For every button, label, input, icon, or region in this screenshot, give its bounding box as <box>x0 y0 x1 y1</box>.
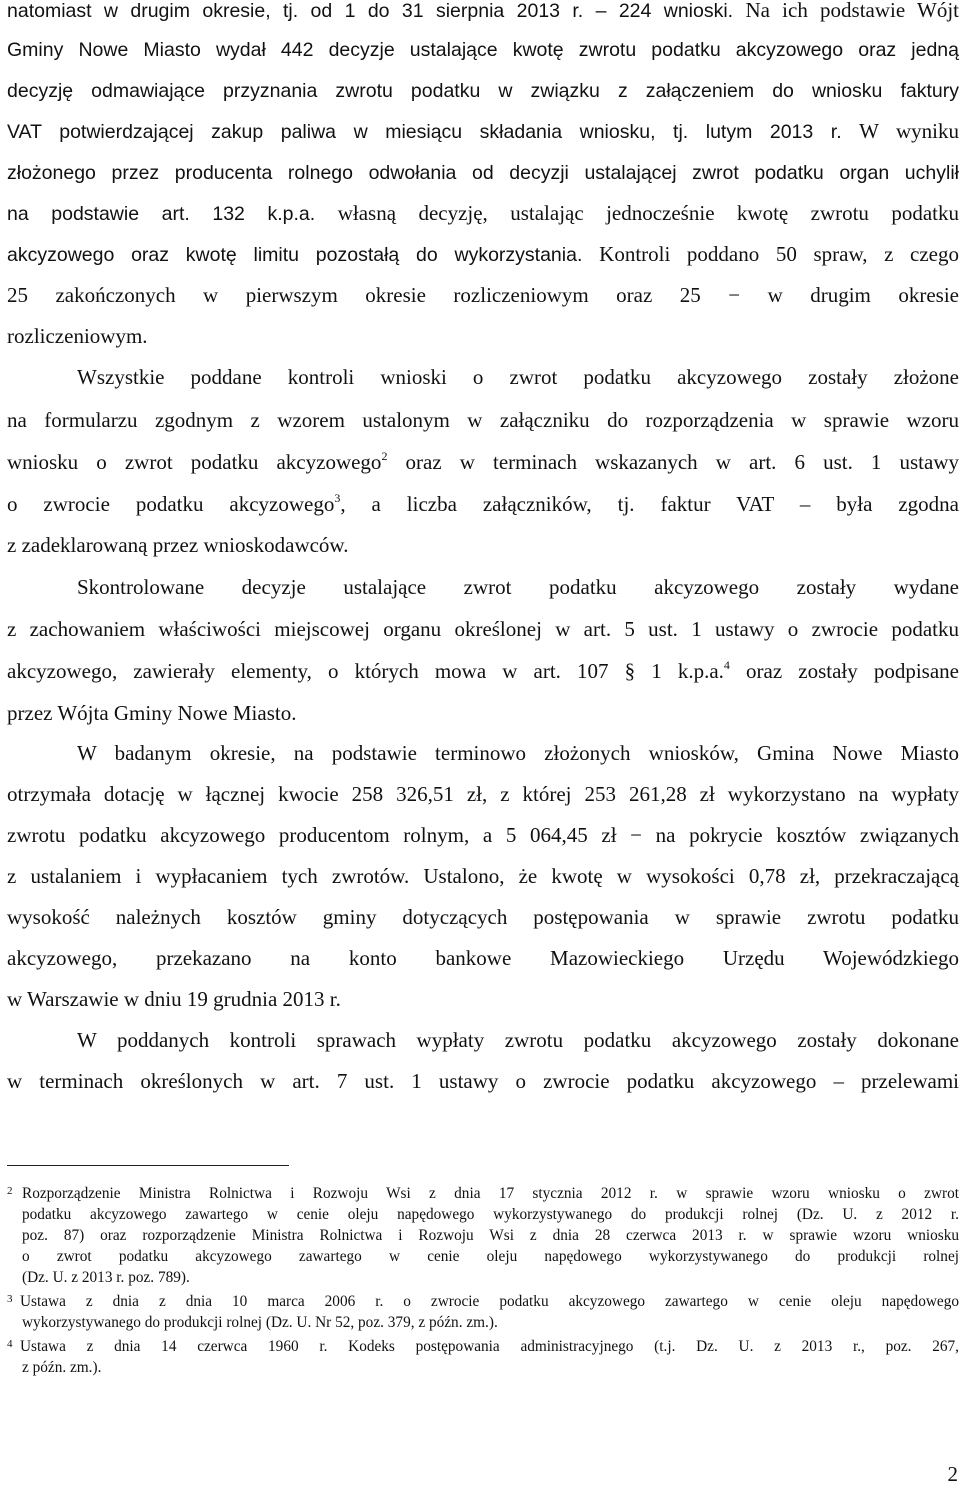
text-run: 25 zakończonych w pierwszym okresie rozliczeniowym oraz 25 − w drugim okresie <box>7 283 959 307</box>
footnote-ref: 2 <box>381 449 388 463</box>
footnote-line: wykorzystywanego do produkcji rolnej (Dz. U. Nr 52, poz. 379, z późn. zm.). <box>22 1314 498 1331</box>
text-run: zwrotu podatku akcyzowego producentom rolnym, a 5 064,45 zł − na pokrycie kosztów związanych <box>7 823 959 847</box>
text-run: VAT potwierdzającej zakup paliwa w miesiącu składania wniosku, tj. lutym 2013 r. <box>7 121 860 143</box>
body-line <box>7 616 959 642</box>
footnote-number: 4 <box>7 1338 13 1350</box>
body-line <box>7 945 959 971</box>
text-run: W badanym okresie, na podstawie terminowo złożonych wniosków, Gmina Nowe Miasto <box>77 741 959 765</box>
body-line <box>7 323 959 349</box>
footnote-line: Rozporządzenie Ministra Rolnictwa i Rozwoju Wsi z dnia 17 stycznia 2012 r. w sprawie wzoru wniosku o zwrot <box>22 1185 959 1202</box>
body-line <box>7 658 959 684</box>
body-line <box>7 904 959 930</box>
body-line <box>7 781 959 807</box>
body-line <box>77 740 959 766</box>
text-run: z ustalaniem i wypłacaniem tych zwrotów. Ustalono, że kwotę w wysokości 0,78 zł, przekraczającą <box>7 864 959 888</box>
body-line <box>7 863 959 889</box>
text-run: Wszystkie poddane kontroli wnioski o zwrot podatku akcyzowego zostały złożone <box>77 365 959 389</box>
footnote-separator <box>7 1165 289 1166</box>
text-run: w terminach określonych w art. 7 ust. 1 ustawy o zwrocie podatku akcyzowego – przelewami <box>7 1069 959 1093</box>
text-run: W poddanych kontroli sprawach wypłaty zwrotu podatku akcyzowego zostały dokonane <box>77 1028 959 1052</box>
footnote-ref: 4 <box>723 658 730 672</box>
footnote-line: podatku akcyzowego zawartego w cenie oleju napędowego wykorzystywanego do produkcji rolnej (Dz. U. z 2012 r. <box>22 1206 959 1223</box>
body-line <box>7 0 959 24</box>
text-run: na podstawie art. 132 k.p.a. <box>7 203 338 225</box>
body-line <box>7 159 959 186</box>
footnote-line: (Dz. U. z 2013 r. poz. 789). <box>22 1269 190 1286</box>
text-run: oraz w terminach wskazanych w art. 6 ust. 1 ustawy <box>387 450 959 474</box>
text-run: wniosku o zwrot podatku akcyzowego <box>7 450 382 474</box>
text-run: z zachowaniem właściwości miejscowej organu określonej w art. 5 ust. 1 ustawy o zwrocie podatku <box>7 617 959 641</box>
body-line <box>7 449 959 475</box>
text-run: akcyzowego, zawierały elementy, o których mowa w art. 107 § 1 k.p.a. <box>7 659 724 683</box>
text-run: , a liczba załączników, tj. faktur VAT – była zgodna <box>340 492 959 516</box>
text-run: otrzymała dotację w łącznej kwocie 258 326,51 zł, z której 253 261,28 zł wykorzystano na wypłaty <box>7 782 959 806</box>
text-run: natomiast w drugim okresie, tj. od 1 do 31 sierpnia 2013 r. – 224 wnioski. <box>7 0 746 22</box>
footnote-line: o zwrot podatku akcyzowego zawartego w cenie oleju napędowego wykorzystywanego do produkcji rolnej <box>22 1248 959 1265</box>
body-line <box>7 282 959 308</box>
text-run: własną decyzję, ustalając jednocześnie kwotę zwrotu podatku <box>337 201 959 225</box>
text-run: Gminy Nowe Miasto wydał 442 decyzje ustalające kwotę zwrotu podatku akcyzowego oraz jedną <box>7 39 959 61</box>
text-run: Na ich podstawie Wójt <box>745 0 959 22</box>
text-run: rozliczeniowym. <box>7 324 148 348</box>
body-line <box>77 1027 959 1053</box>
body-line <box>7 1068 959 1094</box>
footnote-line: Ustawa z dnia z dnia 10 marca 2006 r. o zwrocie podatku akcyzowego zawartego w cenie oleju napędowego <box>20 1293 959 1310</box>
body-line <box>7 241 959 268</box>
footnote-line: Ustawa z dnia 14 czerwca 1960 r. Kodeks postępowania administracyjnego (t.j. Dz. U. z 2013 r., poz. 267, <box>20 1338 959 1355</box>
text-run: wysokość należnych kosztów gminy dotyczących postępowania w sprawie zwrotu podatku <box>7 905 959 929</box>
body-line <box>7 822 959 848</box>
text-run: Kontroli poddano 50 spraw, z czego <box>599 242 959 266</box>
body-line <box>7 700 959 726</box>
body-line <box>7 491 959 517</box>
text-run: Skontrolowane decyzje ustalające zwrot podatku akcyzowego zostały wydane <box>77 575 959 599</box>
text-run: decyzję odmawiające przyznania zwrotu podatku w związku z załączeniem do wniosku faktury <box>7 80 959 102</box>
body-line <box>7 36 959 63</box>
body-line <box>7 200 959 227</box>
text-run: W wyniku <box>859 119 959 143</box>
footnote-ref: 3 <box>334 491 341 505</box>
text-run: na formularzu zgodnym z wzorem ustalonym w załączniku do rozporządzenia w sprawie wzoru <box>7 408 959 432</box>
body-line <box>7 407 959 433</box>
text-run: złożonego przez producenta rolnego odwołania od decyzji ustalającej zwrot podatku organ uchylił <box>7 162 959 184</box>
footnote-line: z późn. zm.). <box>22 1359 102 1376</box>
text-run: w Warszawie w dniu 19 grudnia 2013 r. <box>7 987 341 1011</box>
page-number: 2 <box>947 1462 958 1486</box>
text-run: akcyzowego oraz kwotę limitu pozostałą do wykorzystania. <box>7 244 600 266</box>
text-run: przez Wójta Gminy Nowe Miasto. <box>7 701 297 725</box>
text-run: o zwrocie podatku akcyzowego <box>7 492 335 516</box>
footnote-number: 3 <box>7 1293 13 1305</box>
body-line <box>77 574 959 600</box>
footnote-number: 2 <box>7 1185 13 1197</box>
footnote-line: poz. 87) oraz rozporządzenie Ministra Rolnictwa i Rozwoju Wsi z dnia 28 czerwca 2013 r. w sprawie wzoru wniosku <box>22 1227 959 1244</box>
body-line <box>7 77 959 104</box>
body-line <box>7 532 959 558</box>
body-line <box>77 364 959 390</box>
body-line <box>7 986 959 1012</box>
body-line <box>7 118 959 145</box>
text-run: oraz zostały podpisane <box>729 659 959 683</box>
text-run: akcyzowego, przekazano na konto bankowe Mazowieckiego Urzędu Wojewódzkiego <box>7 946 959 970</box>
text-run: z zadeklarowaną przez wnioskodawców. <box>7 533 349 557</box>
